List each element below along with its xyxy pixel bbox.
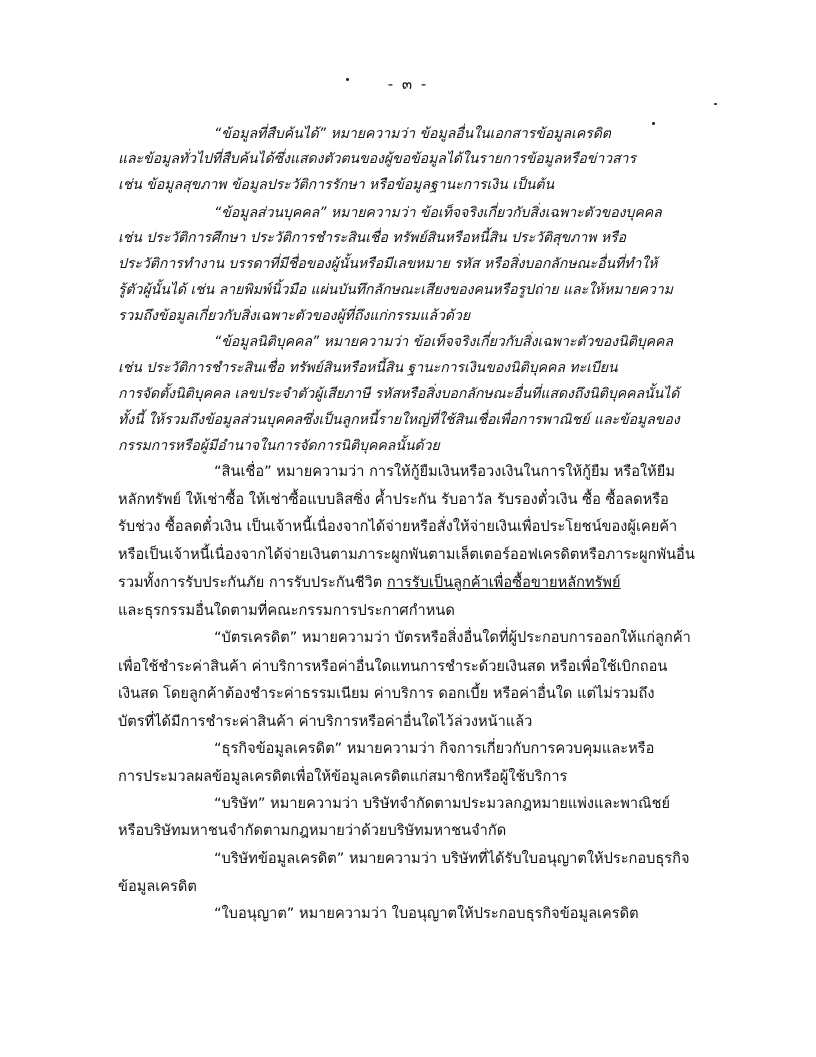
line-text: “ข้อมูลส่วนบุคคล” หมายความว่า ข้อเท็จจริงเกี่ยวกับสิ่งเฉพาะตัวของบุคคล bbox=[214, 205, 662, 221]
line-text: รู้ตัวผู้นั้นได้ เช่น ลายพิมพ์นิ้วมือ แผ่นบันทึกลักษณะเสียงของคนหรือรูปถ่าย และให้หมายความ bbox=[118, 282, 674, 298]
underlined-amendment-text: การรับเป็นลูกค้าเพื่อซื้อขายหลักทรัพย์ bbox=[386, 574, 621, 591]
definition-continuation-line bbox=[118, 382, 698, 406]
line-text: เช่น ประวัติการชำระสินเชื่อ ทรัพย์สินหรือหนี้สิน ฐานะการเงินของนิติบุคคล ทะเบียน bbox=[118, 360, 618, 376]
definition-continuation-line bbox=[118, 515, 698, 539]
line-text: “ใบอนุญาต” หมายความว่า ใบอนุญาตให้ประกอบธุรกิจข้อมูลเครดิต bbox=[214, 905, 639, 922]
definition-continuation-line bbox=[118, 710, 698, 734]
line-text: ประวัติการทำงาน บรรดาที่มีชื่อของผู้นั้นหรือมีเลขหมาย รหัส หรือสิ่งบอกลักษณะอื่นที่ทำให้ bbox=[118, 256, 658, 272]
definition-continuation-line bbox=[118, 765, 698, 789]
line-text: เงินสด โดยลูกค้าต้องชำระค่าธรรมเนียม ค่าบริการ ดอกเบี้ย หรือค่าอื่นใด แต่ไม่รวมถึง bbox=[118, 685, 655, 702]
definition-continuation-line bbox=[118, 278, 698, 302]
definition-continuation-line bbox=[118, 147, 698, 171]
line-text: รับช่วง ซื้อลดตั๋วเงิน เป็นเจ้าหนี้เนื่องจากได้จ่ายหรือสั่งให้จ่ายเงินเพื่อประโยชน์ของผู้เคยค้า bbox=[118, 518, 678, 535]
definition-continuation-line bbox=[118, 356, 698, 380]
definition-start-line bbox=[214, 902, 698, 926]
definition-start-line bbox=[214, 122, 698, 146]
line-text: เช่น ประวัติการศึกษา ประวัติการชำระสินเชื่อ ทรัพย์สินหรือหนี้สิน ประวัติสุขภาพ หรือ bbox=[118, 230, 627, 246]
line-text: ทั้งนี้ ให้รวมถึงข้อมูลส่วนบุคคลซึ่งเป็นลูกหนี้รายใหญ่ที่ใช้สินเชื่อเพื่อการพาณิชย์ และข้อมูลของ bbox=[118, 412, 680, 428]
line-text: “สินเชื่อ” หมายความว่า การให้กู้ยืมเงินหรือวงเงินในการให้กู้ยืม หรือให้ยืม bbox=[214, 463, 675, 480]
definition-continuation-line bbox=[118, 488, 698, 512]
line-text: รวมทั้งการรับประกันภัย การรับประกันชีวิต bbox=[118, 574, 387, 591]
definition-start-line bbox=[214, 792, 698, 816]
definition-start-line bbox=[214, 460, 698, 484]
line-text: ข้อมูลเครดิต bbox=[118, 878, 197, 895]
line-text: กรรมการหรือผู้มีอำนาจในการจัดการนิติบุคคลนั้นด้วย bbox=[118, 438, 440, 454]
scan-speck bbox=[714, 103, 717, 105]
line-text: และข้อมูลทั่วไปที่สืบค้นได้ซึ่งแสดงตัวตนของผู้ขอข้อมูลได้ในรายการข้อมูลหรือข่าวสาร bbox=[118, 151, 637, 167]
line-text: เช่น ข้อมูลสุขภาพ ข้อมูลประวัติการรักษา หรือข้อมูลฐานะการเงิน เป็นต้น bbox=[118, 177, 555, 193]
definition-continuation-line bbox=[118, 599, 698, 623]
line-text: “บริษัทข้อมูลเครดิต” หมายความว่า บริษัทที่ได้รับใบอนุญาตให้ประกอบธุรกิจ bbox=[214, 850, 690, 867]
line-text: การประมวลผลข้อมูลเครดิตเพื่อให้ข้อมูลเครดิตแก่สมาชิกหรือผู้ใช้บริการ bbox=[118, 768, 568, 785]
line-text: “ธุรกิจข้อมูลเครดิต” หมายความว่า กิจการเกี่ยวกับการควบคุมและหรือ bbox=[214, 740, 655, 757]
definition-continuation-line bbox=[118, 304, 698, 328]
definition-continuation-line bbox=[118, 434, 698, 458]
definition-start-line bbox=[214, 737, 698, 761]
line-text: หลักทรัพย์ ให้เช่าซื้อ ให้เช่าซื้อแบบลิสซิ่ง ค้ำประกัน รับอาวัล รับรองตั๋วเงิน ซื้อ ซื้อลดหรือ bbox=[118, 491, 669, 508]
definition-continuation-line bbox=[118, 408, 698, 432]
line-text: และธุรกรรมอื่นใดตามที่คณะกรรมการประกาศกำหนด bbox=[118, 602, 455, 619]
definition-continuation-line bbox=[118, 819, 698, 843]
definition-start-line bbox=[214, 626, 698, 650]
page-number: - ๓ - bbox=[387, 75, 429, 93]
line-text: “ข้อมูลนิติบุคคล” หมายความว่า ข้อเท็จจริงเกี่ยวกับสิ่งเฉพาะตัวของนิติบุคคล bbox=[214, 334, 673, 350]
definition-start-line bbox=[214, 330, 698, 354]
definition-continuation-line bbox=[118, 571, 698, 595]
line-text: “บริษัท” หมายความว่า บริษัทจำกัดตามประมวลกฎหมายแพ่งและพาณิชย์ bbox=[214, 795, 671, 812]
definition-continuation-line bbox=[118, 226, 698, 250]
definition-continuation-line bbox=[118, 543, 698, 567]
definition-continuation-line bbox=[118, 173, 698, 197]
line-text: “บัตรเครดิต” หมายความว่า บัตรหรือสิ่งอื่นใดที่ผู้ประกอบการออกให้แก่ลูกค้า bbox=[214, 629, 691, 646]
line-text: เพื่อใช้ชำระค่าสินค้า ค่าบริการหรือค่าอื่นใดแทนการชำระด้วยเงินสด หรือเพื่อใช้เบิกถอน bbox=[118, 658, 668, 675]
definition-continuation-line bbox=[118, 875, 698, 899]
line-text: การจัดตั้งนิติบุคคล เลขประจำตัวผู้เสียภาษี รหัสหรือสิ่งบอกลักษณะอื่นที่แสดงถึงนิติบุคคลนั้นได้ bbox=[118, 386, 680, 402]
definition-continuation-line bbox=[118, 682, 698, 706]
definition-start-line bbox=[214, 201, 698, 225]
line-text: รวมถึงข้อมูลเกี่ยวกับสิ่งเฉพาะตัวของผู้ที่ถึงแก่กรรมแล้วด้วย bbox=[118, 308, 471, 324]
definition-start-line bbox=[214, 847, 698, 871]
line-text: หรือบริษัทมหาชนจำกัดตามกฎหมายว่าด้วยบริษัทมหาชนจำกัด bbox=[118, 822, 507, 839]
line-text: บัตรที่ได้มีการชำระค่าสินค้า ค่าบริการหรือค่าอื่นใดไว้ล่วงหน้าแล้ว bbox=[118, 713, 533, 730]
definition-continuation-line bbox=[118, 655, 698, 679]
line-text: หรือเป็นเจ้าหนี้เนื่องจากได้จ่ายเงินตามภาระผูกพันตามเล็ตเตอร์ออฟเครดิตหรือภาระผูกพันอื่น bbox=[118, 546, 695, 563]
line-text: “ข้อมูลที่สืบค้นได้” หมายความว่า ข้อมูลอื่นในเอกสารข้อมูลเครดิต bbox=[214, 126, 611, 142]
definition-continuation-line bbox=[118, 252, 698, 276]
